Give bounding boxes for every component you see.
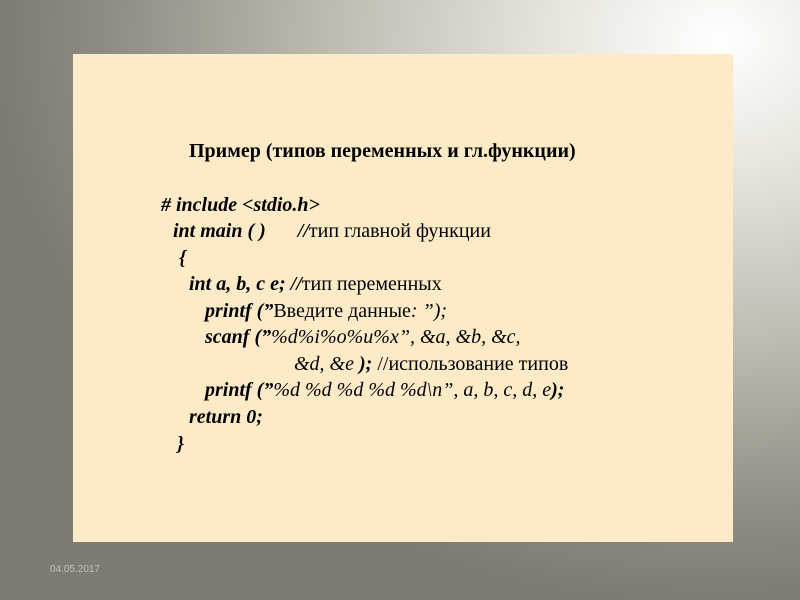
printf-end: ); (551, 379, 565, 401)
code-line-printf-output (205, 378, 564, 402)
printf-format: %d %d %d %d %d\n”, a, b, c, d, e (273, 379, 552, 401)
comment-text: тип переменных (301, 273, 442, 295)
prompt-text: Введите данные (273, 300, 411, 322)
code-line-scanf-args (294, 352, 568, 376)
printf-call: printf (” (205, 379, 274, 401)
comment-text: //использование типов (372, 353, 569, 375)
footer-date: 04.05.2017 (50, 564, 101, 575)
slide-content-panel (73, 54, 733, 542)
slide-title: Пример (типов переменных и гл.функции) (189, 140, 576, 162)
scanf-end: ); (354, 353, 373, 375)
include-directive: # include <stdio.h> (161, 194, 320, 216)
main-signature: int main ( ) (173, 220, 266, 242)
printf-call: printf (” (205, 300, 274, 322)
code-line-scanf (205, 325, 521, 349)
code-line-open-brace (179, 246, 186, 270)
close-brace: } (177, 433, 184, 455)
code-line-declarations (189, 272, 442, 296)
comment-text: тип главной функции (308, 220, 491, 242)
comment-mark: // (297, 220, 309, 242)
scanf-call: scanf (” (205, 326, 272, 348)
return-statement: return 0; (189, 406, 263, 428)
printf-end: ); (433, 300, 448, 322)
code-line-return (189, 405, 263, 429)
code-line-include (161, 193, 320, 217)
scanf-args: &d, &e (294, 353, 354, 375)
scanf-format: %d%i%o%u%x”, &a, &b, &c, (271, 326, 521, 348)
declaration: int a, b, c e; // (189, 273, 302, 295)
code-line-main (173, 219, 491, 243)
open-brace: { (179, 247, 186, 269)
code-line-printf-prompt (205, 299, 447, 323)
prompt-tail: : ” (410, 300, 434, 322)
code-line-close-brace (177, 432, 184, 456)
